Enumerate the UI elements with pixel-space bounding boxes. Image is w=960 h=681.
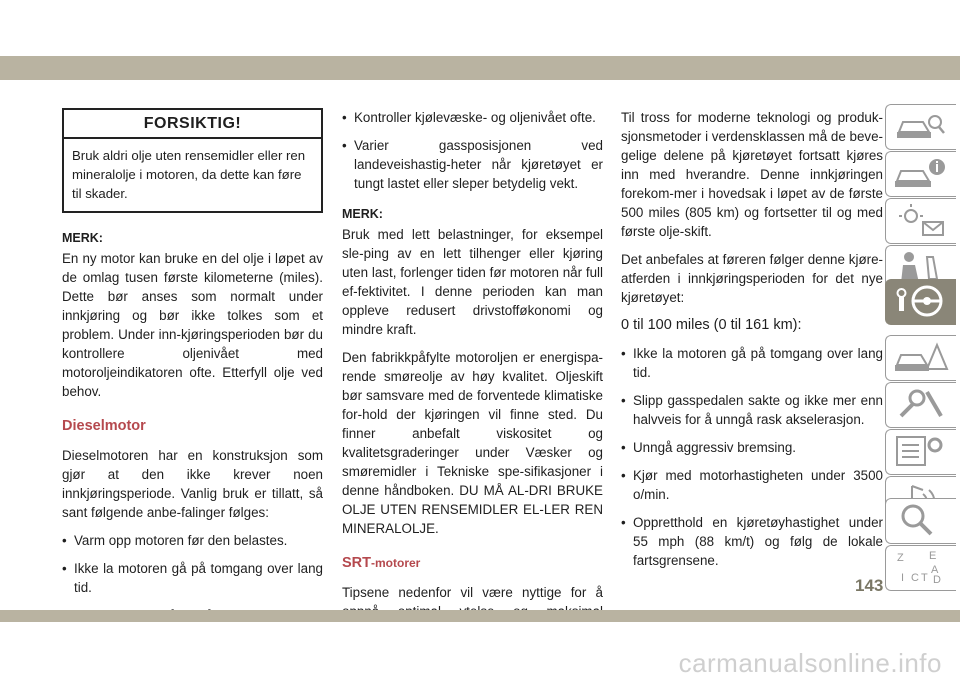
list-item: • Varm opp motoren før den belastes. <box>62 533 288 548</box>
page-header <box>0 0 960 87</box>
svg-text:Z: Z <box>897 552 904 564</box>
warning-light-message-icon <box>893 202 949 238</box>
list-item: • Oppretthold en kjøretøyhastighet under 55 mph (88 km/t) og følg de lokale fartsgrensene. <box>621 515 883 568</box>
column-2 <box>342 108 603 649</box>
tab-warning-lights[interactable] <box>885 198 960 247</box>
tab-car-info[interactable] <box>885 151 960 200</box>
tab-service[interactable] <box>885 382 960 431</box>
tab-car-hazard[interactable] <box>885 335 960 384</box>
list-item: • Unngå aggressiv bremsing. <box>621 440 797 455</box>
magnifier-search-icon <box>893 502 949 538</box>
car-info-icon <box>893 155 949 191</box>
index-letters-icon <box>893 549 949 585</box>
note-label: MERK: <box>342 207 383 221</box>
header-band <box>0 56 960 80</box>
note-text: Bruk med lett belastninger, for eksempel sle-ping av en lett tilhenger eller kjøring uten last, forlenger tiden før motoren når full ef-fektivitet. I denne perioden kan man oppleve redusert drivstofføkonomi og mindre kraft. <box>342 227 603 337</box>
section-heading-diesel: Dieselmotor <box>62 418 146 434</box>
caution-box <box>62 108 323 213</box>
list-item: • Varier gassposisjonen ved landeveishastig-heter når kjøretøyet er tungt lastet eller sleper betydelig vekt. <box>342 138 603 191</box>
list-item: • Ikke la motoren gå på tomgang over lang tid. <box>62 561 323 595</box>
tab-starting-driving[interactable] <box>885 279 960 328</box>
note-text: En ny motor kan bruke en del olje i løpet av de omlag tusen første kilometerne (miles). Dette bør anses som normalt under innkjøring og bør ikke tolkes som et problem. Under inn-kjøringsperioden bør du kontrollere oljenivået med motoroljeindikatoren ofte. Etterfyll olje ved behov. <box>62 251 323 399</box>
caution-text: Bruk aldri olje uten rensemidler eller ren mineralolje i motoren, da dette kan føre til skader. <box>72 148 306 201</box>
svg-text:D: D <box>933 574 941 585</box>
list-item: • Slipp gasspedalen sakte og ikke mer enn halvveis for å unngå rask akselerasjon. <box>621 393 883 427</box>
list-item: • Ikke la motoren gå på tomgang over lang tid. <box>621 346 883 380</box>
svg-text:A: A <box>931 564 939 576</box>
car-search-icon <box>893 108 949 144</box>
svg-text:T: T <box>921 572 928 584</box>
diesel-paragraph: Dieselmotoren har en konstruksjon som gjør at den ikke krever noen innkjøringsperiode. Vanlig bruk er tillatt, så sant følgende anbe-falinger følges: <box>62 448 323 520</box>
tab-car-search[interactable] <box>885 104 960 153</box>
column-3 <box>621 108 883 579</box>
steering-wheel-key-icon <box>893 283 949 319</box>
svg-text:I: I <box>901 572 905 584</box>
svg-text:C: C <box>911 572 919 584</box>
tab-specifications[interactable] <box>885 429 960 478</box>
tab-index[interactable] <box>885 545 960 594</box>
section-heading-srt: SRT-motorer <box>342 555 421 571</box>
car-hazard-icon <box>893 339 949 375</box>
oil-paragraph: Den fabrikkpåfylte motoroljen er energispa-rende smøreolje av høy kvalitet. Oljeskift bør samsvare med de forventede klimatiske for-hold der kjøringen vil finne sted. Du finner anbefalt viskositet og kvalitetsgraderinger under Væsker og smøremidler i Tekniske spe-sifikasjoner i denne håndboken. DU MÅ AL-DRI BRUKE OLJE UTEN RENSEMIDLER EL-LER REN MINERALOLJE. <box>342 350 603 536</box>
wrench-service-icon <box>893 386 949 422</box>
page-number: 143 <box>855 576 884 595</box>
list-item: • Kjør med motorhastigheten under 3500 o/min. <box>621 468 883 502</box>
column-1 <box>62 108 323 681</box>
tab-search-index[interactable] <box>885 498 960 547</box>
watermark-text: carmanualsonline.info <box>678 648 942 678</box>
caution-title: FORSIKTIG! <box>64 110 321 139</box>
range-line: 0 til 100 miles (0 til 161 km): <box>621 317 802 333</box>
note-label: MERK: <box>62 231 103 245</box>
list-item: • Kontroller kjølevæske- og oljenivået ofte. <box>342 110 596 125</box>
break-in-paragraph: Til tross for moderne teknologi og produk-sjonsmetoder i verdensklassen må de beve-gelige delene på kjøretøyet fortsatt kjøres inn med hverandre. Denne innkjøringen forekom-mer i hovedsak i løpet av de første 500 miles (805 km) og fortsetter til og med første olje-skift. <box>621 110 883 239</box>
svg-text:E: E <box>929 550 937 562</box>
recommendation-paragraph: Det anbefales at føreren følger denne kjøre-atferden i innkjøringsperioden for det nye kjøretøyet: <box>621 252 883 305</box>
footer-band <box>0 610 960 622</box>
srt-paragraph: Tipsene nedenfor vil være nyttige for å <box>342 585 603 600</box>
specifications-gear-icon <box>893 433 949 469</box>
